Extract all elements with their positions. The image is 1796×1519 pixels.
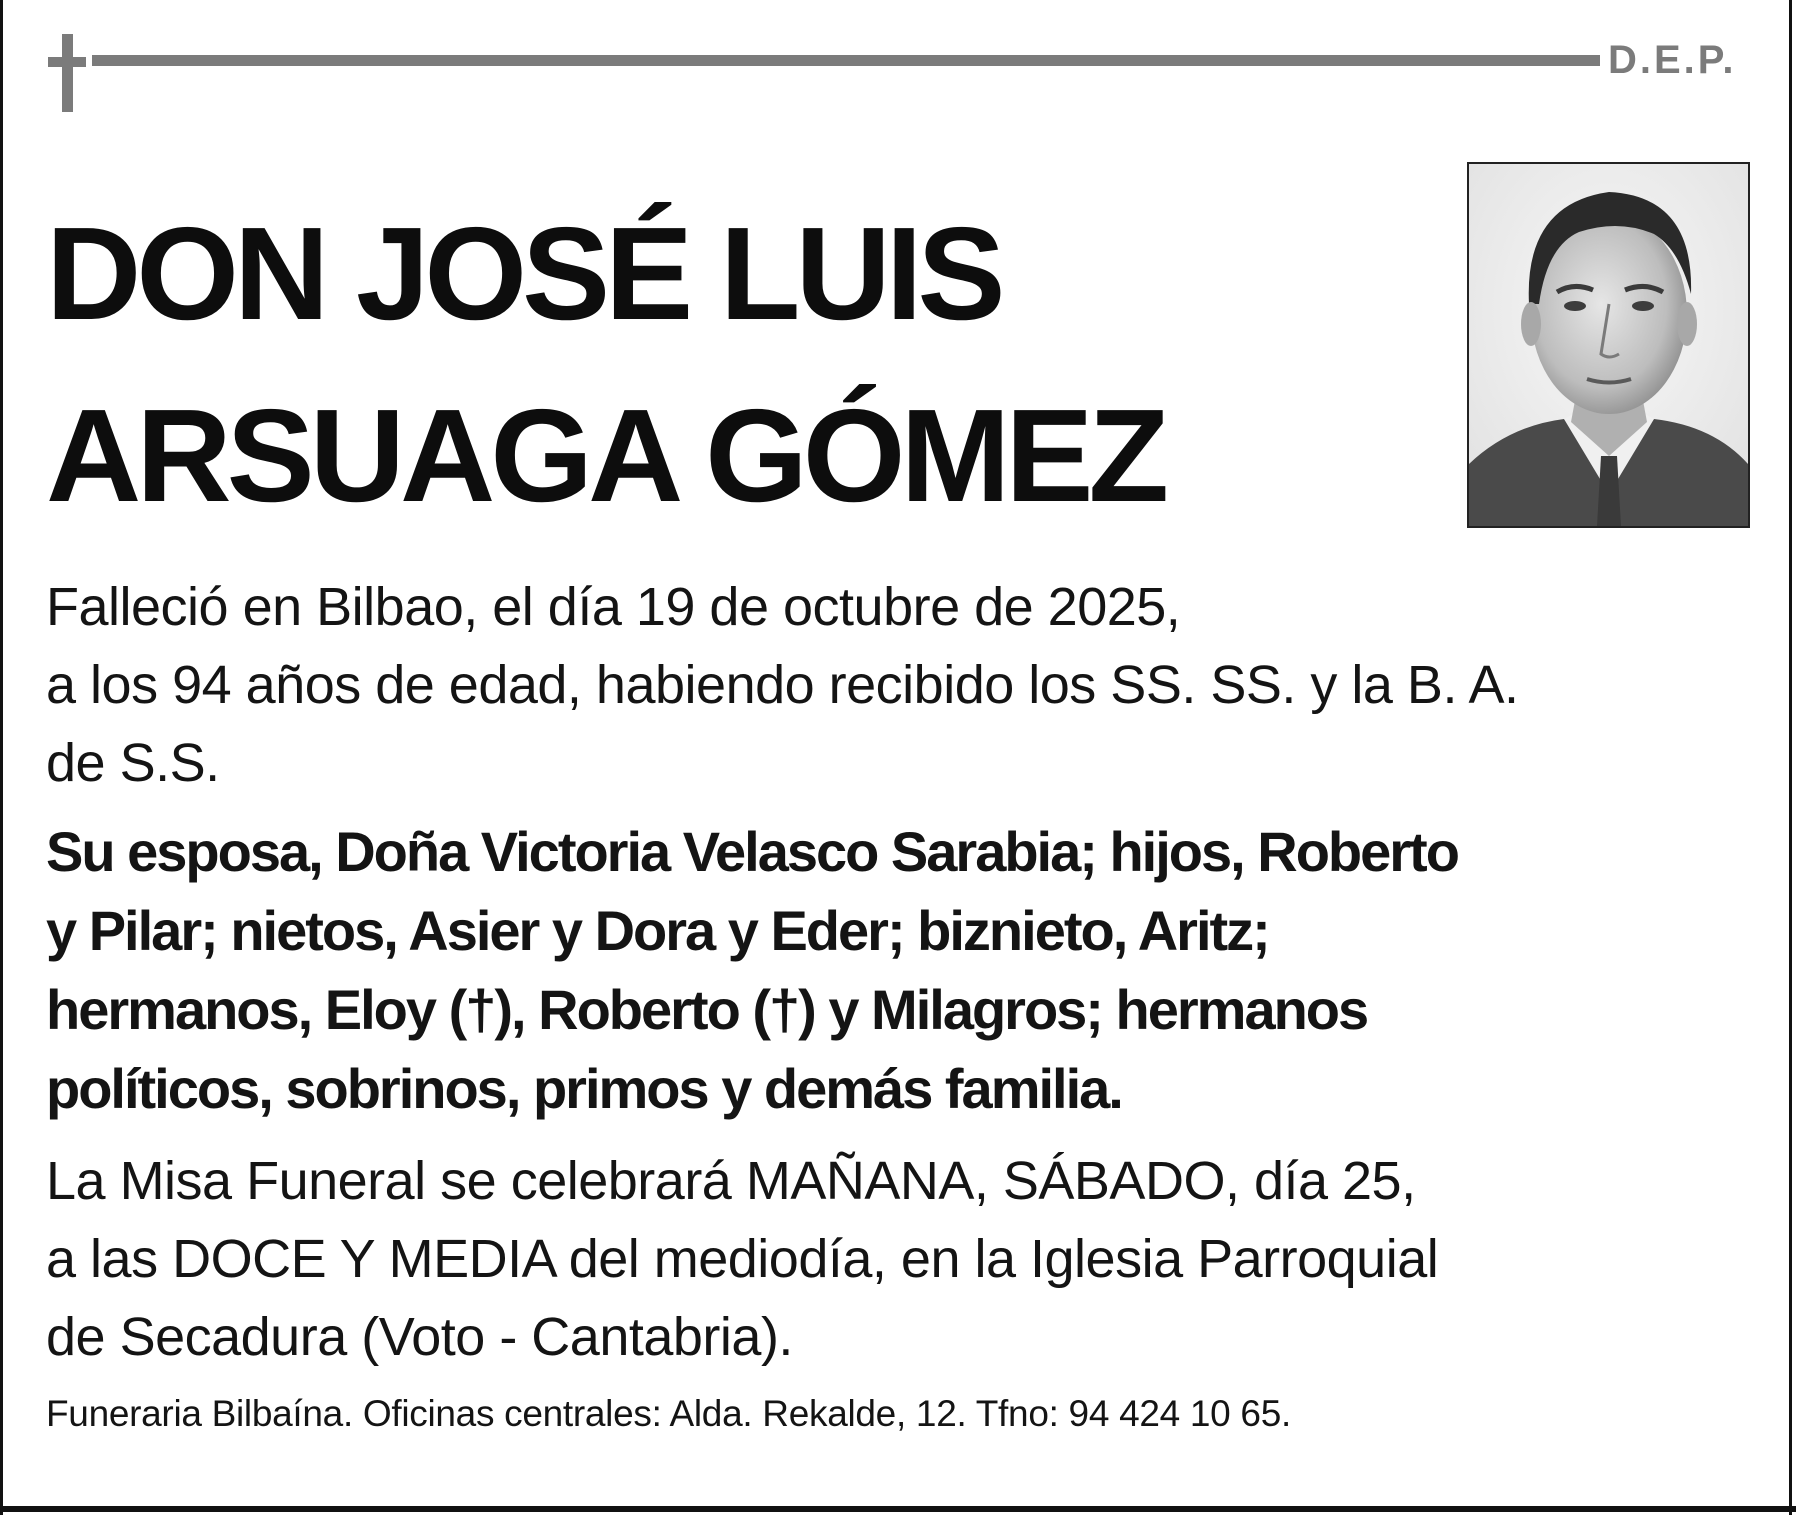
death-notice-line: Falleció en Bilbao, el día 19 de octubre de 2025, (46, 577, 1181, 637)
death-notice-line: de S.S. (46, 733, 220, 793)
deceased-name (46, 183, 1446, 547)
family-line: hermanos, Eloy (†), Roberto (†) y Milagros; hermanos (46, 978, 1368, 1041)
death-notice-line: a los 94 años de edad, habiendo recibido los SS. SS. y la B. A. (46, 655, 1519, 715)
family-line: y Pilar; nietos, Asier y Dora y Eder; biznieto, Aritz; (46, 899, 1269, 962)
funeral-line: de Secadura (Voto - Cantabria). (46, 1307, 793, 1367)
funeral-line: a las DOCE Y MEDIA del mediodía, en la Iglesia Parroquial (46, 1229, 1439, 1289)
cross-icon (48, 34, 86, 112)
funeral-home-footer: Funeraria Bilbaína. Oficinas centrales: Alda. Rekalde, 12. Tfno: 94 424 10 65. (46, 1393, 1291, 1434)
header-rule (92, 55, 1600, 66)
family-list (46, 812, 1766, 1128)
bottom-rule (0, 1506, 1796, 1512)
funeral-line: La Misa Funeral se celebrará MAÑANA, SÁBADO, día 25, (46, 1151, 1416, 1211)
death-notice (46, 568, 1766, 802)
name-line-1: DON JOSÉ LUIS (46, 200, 1001, 347)
portrait-photo (1467, 162, 1750, 528)
family-line: políticos, sobrinos, primos y demás familia. (46, 1057, 1122, 1120)
dep-label: D.E.P. (1608, 38, 1737, 82)
family-line: Su esposa, Doña Victoria Velasco Sarabia; hijos, Roberto (46, 820, 1458, 883)
name-line-2: ARSUAGA GÓMEZ (46, 382, 1165, 529)
funeral-details (46, 1142, 1766, 1376)
